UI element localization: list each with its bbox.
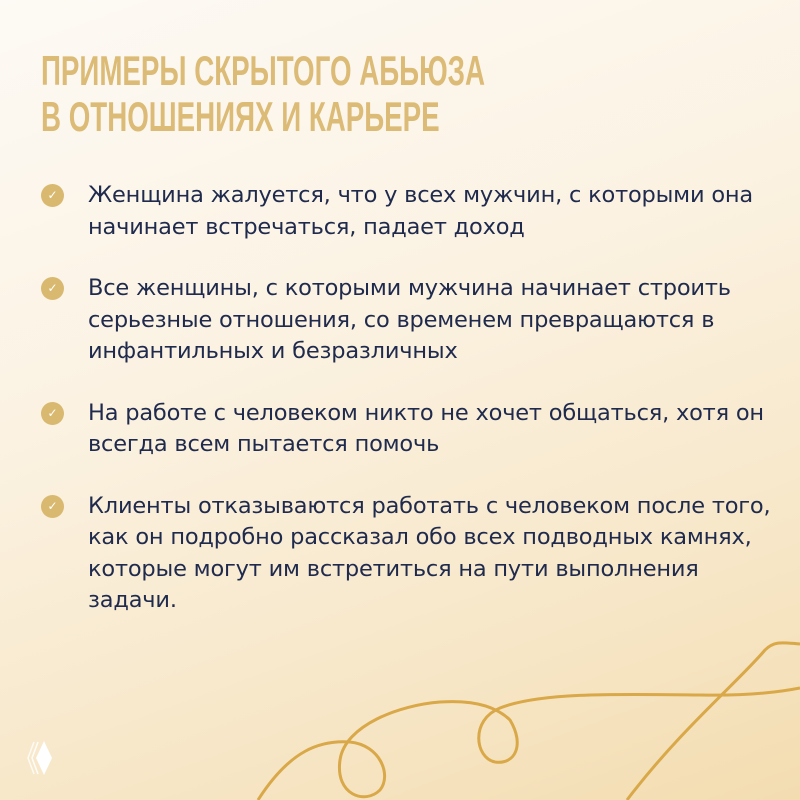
- check-circle-icon: ✓: [41, 184, 64, 207]
- page-title: [41, 47, 486, 140]
- title-line-2: В ОТНОШЕНИЯХ И КАРЬЕРЕ: [41, 93, 440, 140]
- check-circle-icon: ✓: [41, 277, 64, 300]
- item-text: Все женщины, с которыми мужчина начинает строить серьезные отношения, со временем превращаются в инфантильных и безразличных: [88, 275, 731, 364]
- item-text: Женщина жалуется, что у всех мужчин, с которыми она начинает встречаться, падает доход: [88, 182, 753, 240]
- item-text: Клиенты отказываются работать с человеком после того, как он подробно рассказал обо всех подводных камнях, которые могут им встретиться на пути выполнения задачи.: [88, 492, 771, 613]
- brand-logo-icon: [24, 740, 56, 776]
- check-circle-icon: ✓: [41, 495, 64, 518]
- list-item: [40, 398, 780, 461]
- check-circle-icon: ✓: [41, 402, 64, 425]
- list-item: [40, 273, 780, 368]
- list-item: [40, 491, 780, 617]
- examples-list: [40, 180, 780, 647]
- item-text: На работе с человеком никто не хочет общаться, хотя он всегда всем пытается помочь: [88, 399, 764, 457]
- title-line-1: ПРИМЕРЫ СКРЫТОГО АБЬЮЗА: [41, 47, 486, 94]
- list-item: [40, 180, 780, 243]
